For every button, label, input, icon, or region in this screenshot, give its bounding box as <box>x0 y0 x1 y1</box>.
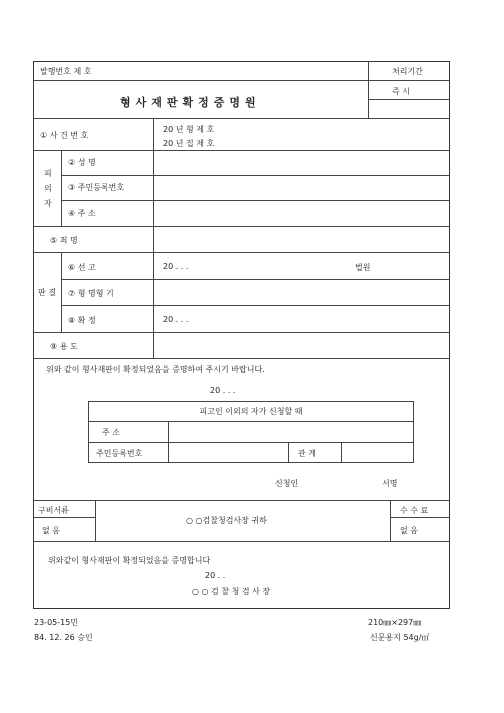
case-number-label: ① 사 건 번 호 <box>40 131 89 140</box>
rule <box>341 442 342 463</box>
third-party-header: 피고인 이외의 자가 신청할 때 <box>199 407 303 416</box>
rule <box>33 226 450 227</box>
rule <box>61 200 450 201</box>
rule <box>368 99 450 100</box>
issue-number-label: 발행번호 제 호 <box>40 67 92 76</box>
approval-date: 84. 12. 26 승인 <box>34 633 93 642</box>
applicant-label: 신청인 <box>275 479 299 488</box>
rule <box>61 175 450 176</box>
rule <box>33 358 450 359</box>
certification-issuer: ○ ○ 검 찰 청 검 사 장 <box>192 587 271 596</box>
certification-date: 20 . . <box>205 571 226 580</box>
defendant-group-char: 피 <box>44 169 52 178</box>
name-label: ② 성 명 <box>68 158 96 167</box>
required-docs-value: 없 음 <box>42 526 60 535</box>
rule <box>88 421 414 422</box>
defendant-group-char: 자 <box>44 199 52 208</box>
third-party-address-label: 주 소 <box>102 428 120 437</box>
offense-label: ⑤ 죄 명 <box>50 236 78 245</box>
rule <box>61 150 62 226</box>
rule <box>33 80 450 81</box>
rule <box>33 332 450 333</box>
paper-type: 신문용지 54g/㎡ <box>370 633 430 642</box>
sentence-date: 20 . . . <box>163 262 189 271</box>
addressee: ○ ○검찰청검사장 귀하 <box>186 516 267 525</box>
rule <box>168 421 169 463</box>
rule <box>33 252 450 253</box>
processing-period-label: 처리기간 <box>392 67 423 76</box>
judgment-group-label: 판 결 <box>38 288 56 297</box>
rule <box>368 61 369 118</box>
purpose-label: ⑨ 용 도 <box>50 342 78 351</box>
rule <box>61 305 450 306</box>
processing-period-value: 즉 시 <box>392 87 410 96</box>
paper-size: 210㎜×297㎜ <box>368 618 422 627</box>
third-party-relation-label: 관 계 <box>298 449 316 458</box>
rule <box>61 279 450 280</box>
rule <box>95 500 96 541</box>
rule <box>33 517 95 518</box>
rule <box>288 442 289 463</box>
penalty-label: ⑦ 형 명형 기 <box>68 289 114 298</box>
final-date: 20 . . . <box>163 315 189 324</box>
rule <box>153 118 154 358</box>
final-label: ⑧ 확 정 <box>68 316 96 325</box>
defendant-group-char: 의 <box>44 184 52 193</box>
required-docs-label: 구비서류 <box>38 506 69 515</box>
fee-value: 없 음 <box>400 526 418 535</box>
request-text: 위와 같이 형사재판이 확정되었음을 증명하여 주시기 바랍니다. <box>46 365 265 374</box>
sentence-label: ⑥ 선 고 <box>68 263 96 272</box>
third-party-rrn-label: 주민등록번호 <box>96 449 143 458</box>
court-label: 법원 <box>355 263 371 272</box>
rrn-label: ③ 주민등록번호 <box>68 183 125 192</box>
rule <box>33 541 450 542</box>
case-number-line1: 20 년 형 제 호 <box>163 125 215 134</box>
document-title: 형사재판확정증명원 <box>120 96 261 109</box>
rule <box>33 150 450 151</box>
signature-label: 서명 <box>382 479 398 488</box>
rule <box>61 252 62 332</box>
certification-text: 위와같이 형사재판이 확정되었음을 증명합니다 <box>48 556 211 565</box>
fee-label: 수 수 료 <box>400 506 429 515</box>
rule <box>33 118 450 119</box>
rule <box>390 517 450 518</box>
address-label: ④ 주 소 <box>68 209 96 218</box>
form-number: 23-05-15민 <box>34 618 79 627</box>
rule <box>390 500 391 541</box>
request-date: 20 . . . <box>210 386 236 395</box>
rule <box>88 442 414 443</box>
case-number-line2: 20 년 집 제 호 <box>163 139 215 148</box>
